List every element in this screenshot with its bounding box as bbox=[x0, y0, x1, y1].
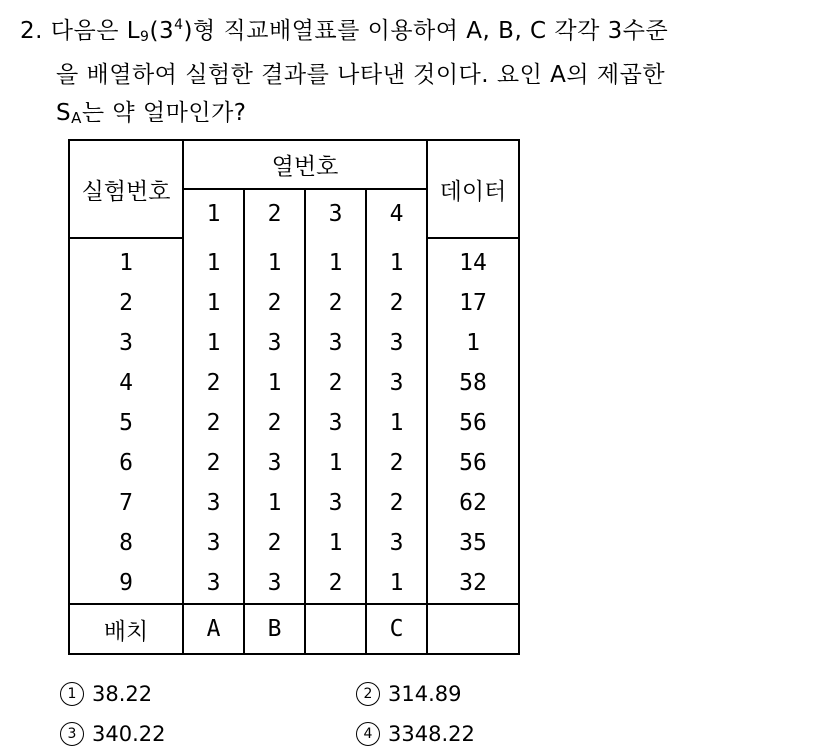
table-row bbox=[69, 483, 519, 523]
level-cell-col-4: 1 bbox=[389, 570, 404, 596]
level-cell-col-1: 1 bbox=[183, 323, 244, 363]
level-cell-col-2: 3 bbox=[244, 443, 305, 483]
header-experiment-number: 실험번호 bbox=[69, 140, 183, 238]
level-cell-col-1: 2 bbox=[183, 363, 244, 403]
experiment-number: 7 bbox=[69, 483, 183, 523]
column-number-1: 1 bbox=[183, 189, 244, 238]
level-cell-col-3: 1 bbox=[305, 238, 366, 283]
orthogonal-array-table bbox=[68, 139, 520, 655]
level-cell-col-3: 3 bbox=[305, 403, 366, 443]
level-cell-col-4: 2 bbox=[389, 450, 404, 476]
option-4[interactable] bbox=[356, 714, 475, 754]
level-cell-col-1: 1 bbox=[183, 283, 244, 323]
data-value: 62 bbox=[427, 483, 519, 523]
level-cell-col-3: 3 bbox=[305, 483, 366, 523]
level-cell-col-2: 2 bbox=[244, 403, 305, 443]
level-cell-col-4: 2 bbox=[389, 290, 404, 316]
level-cell-col-3: 2 bbox=[305, 563, 366, 604]
data-value: 1 bbox=[427, 323, 519, 363]
level-cell-col-2: 1 bbox=[244, 483, 305, 523]
assignment-col-3 bbox=[305, 604, 366, 654]
assignment-data bbox=[427, 604, 519, 654]
option-4-marker: 4 bbox=[356, 722, 380, 746]
answer-options bbox=[60, 674, 760, 754]
question-text bbox=[20, 6, 810, 137]
level-cell-col-2: 1 bbox=[244, 363, 305, 403]
level-cell-col-2: 1 bbox=[244, 238, 305, 283]
header-data: 데이터 bbox=[427, 140, 519, 238]
experiment-number: 8 bbox=[69, 523, 183, 563]
level-cell-col-2: 3 bbox=[244, 563, 305, 604]
level-cell-col-3: 2 bbox=[305, 283, 366, 323]
level-cell-col-2: 3 bbox=[244, 323, 305, 363]
level-cell-col-1: 3 bbox=[183, 483, 244, 523]
data-value: 56 bbox=[427, 443, 519, 483]
level-cell-col-4: 3 bbox=[389, 530, 404, 556]
option-1[interactable] bbox=[60, 674, 152, 714]
level-cell-col-4: 2 bbox=[389, 490, 404, 516]
table-row bbox=[69, 323, 519, 363]
table-row bbox=[69, 523, 519, 563]
data-value: 58 bbox=[427, 363, 519, 403]
option-3[interactable] bbox=[60, 714, 165, 754]
question-number: 2. bbox=[20, 18, 43, 44]
level-cell-col-3: 1 bbox=[305, 443, 366, 483]
level-cell-col-2: 2 bbox=[244, 283, 305, 323]
assignment-label: 배치 bbox=[69, 604, 183, 654]
options-row-1 bbox=[60, 674, 760, 714]
option-1-marker: 1 bbox=[60, 682, 84, 706]
level-cell-col-1: 2 bbox=[183, 443, 244, 483]
level-cell-col-4: 3 bbox=[389, 330, 404, 356]
option-3-marker: 3 bbox=[60, 722, 84, 746]
level-cell-col-3: 1 bbox=[305, 523, 366, 563]
options-row-2 bbox=[60, 714, 760, 754]
table-row bbox=[69, 563, 519, 604]
data-value: 14 bbox=[427, 238, 519, 283]
table-row bbox=[69, 238, 519, 283]
experiment-number: 5 bbox=[69, 403, 183, 443]
option-2-text: 314.89 bbox=[388, 682, 462, 706]
column-number-2: 2 bbox=[244, 189, 305, 238]
option-3-text: 340.22 bbox=[92, 722, 166, 746]
level-cell-col-3: 3 bbox=[305, 323, 366, 363]
data-value: 35 bbox=[427, 523, 519, 563]
table-row bbox=[69, 283, 519, 323]
column-number-3: 3 bbox=[305, 189, 366, 238]
option-2[interactable] bbox=[356, 674, 461, 714]
level-cell-col-1: 1 bbox=[183, 238, 244, 283]
level-cell-col-3: 2 bbox=[305, 363, 366, 403]
question-line-2: 을 배열하여 실험한 결과를 나타낸 것이다. 요인 A의 제곱한 bbox=[56, 62, 666, 88]
level-cell-col-1: 2 bbox=[183, 403, 244, 443]
experiment-number: 3 bbox=[69, 323, 183, 363]
assignment-col-2: B bbox=[244, 604, 305, 654]
header-column-number: 열번호 bbox=[183, 140, 427, 189]
level-cell-col-4: 3 bbox=[389, 370, 404, 396]
experiment-number: 2 bbox=[69, 283, 183, 323]
experiment-number: 1 bbox=[69, 238, 183, 283]
assignment-col-1: A bbox=[183, 604, 244, 654]
level-cell-col-1: 3 bbox=[183, 563, 244, 604]
level-cell-col-4: 1 bbox=[389, 410, 404, 436]
column-number-4: 4 bbox=[389, 201, 404, 227]
option-1-text: 38.22 bbox=[92, 682, 153, 706]
question-line-1: 2. 다음은 $L_9(3^4)$형 직교배열표를 이용하여 A, B, C 각각 3수준 bbox=[20, 17, 669, 45]
level-cell-col-1: 3 bbox=[183, 523, 244, 563]
experiment-number: 4 bbox=[69, 363, 183, 403]
experiment-number: 9 bbox=[69, 563, 183, 604]
experiment-number: 6 bbox=[69, 443, 183, 483]
level-cell-col-2: 2 bbox=[244, 523, 305, 563]
data-value: 17 bbox=[427, 283, 519, 323]
data-value: 56 bbox=[427, 403, 519, 443]
table-row bbox=[69, 443, 519, 483]
assignment-row bbox=[69, 604, 519, 654]
option-4-text: 3348.22 bbox=[388, 722, 475, 746]
table-row bbox=[69, 363, 519, 403]
option-2-marker: 2 bbox=[356, 682, 380, 706]
data-value: 32 bbox=[427, 563, 519, 604]
assignment-col-4: C bbox=[366, 604, 427, 654]
table-row bbox=[69, 403, 519, 443]
level-cell-col-4: 1 bbox=[389, 249, 404, 276]
question-line-3: SA는 약 얼마인가? bbox=[56, 100, 247, 127]
